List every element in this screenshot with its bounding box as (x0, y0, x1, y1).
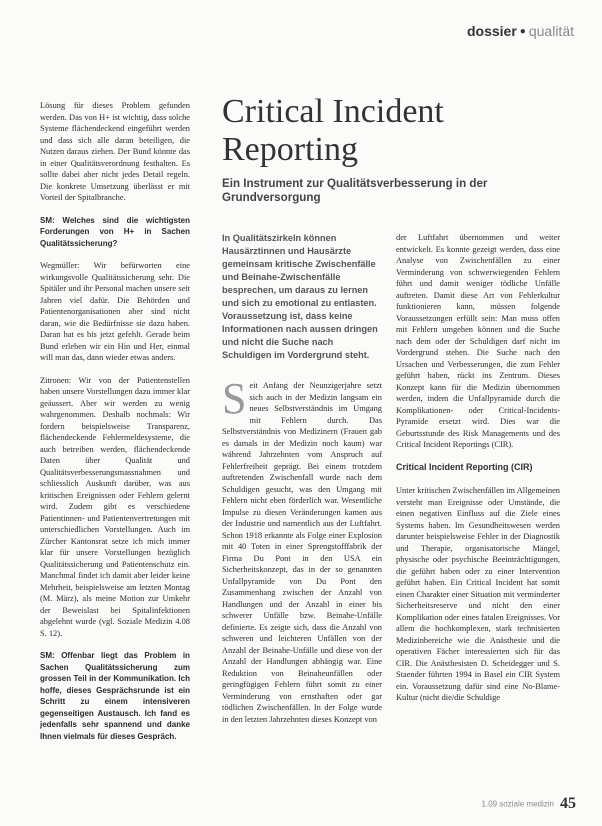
article-column-2 (396, 232, 560, 715)
interview-question: SM: Welches sind die wichtigsten Forderungen von H+ in Sachen Qualitätssicherung? (40, 215, 190, 248)
interview-paragraph: Wegmüller: Wir befürworten eine wirkungsvolle Qualitätssicherung sehr. Die Spitäler und ihr Personal machen unsere seit Jahren viel dafür. Die Behörden und Patientenorganisationen aber sind nicht daran, wie die Bedürfnisse sie dazu haben. Daran hat es bis jetzt gefehlt. Gerade beim Bund erleben wir ein Hin und Her, einmal will man das, dann wieder etwas anders. (40, 261, 190, 362)
article-subtitle: Ein Instrument zur Qualitätsverbesserung in der Grundversorgung (222, 177, 488, 204)
article-title: Critical Incident Reporting (222, 93, 444, 168)
publication-label: 1.09 soziale medizin (481, 799, 554, 809)
page-footer (482, 795, 576, 813)
section-header (467, 23, 574, 39)
body-paragraph (222, 374, 382, 725)
body-paragraph: Unter kritischen Zwischenfällen im Allgemeinen versteht man Ereignisse oder Umstände, die einen negativen Einfluss auf die Ziele eines Systems haben. Im Gesundheitswesen werden darunter beispielsweise Fehler in der Diagnostik und Therapie, organisatorische Mängel, physische oder psychische Beeinträchtigungen, die geführt haben oder zu einer Intervention geführt haben. Ein Critical Incident hat somit einen Charakter einer Situation mit verminderter Sicherheitsreserve und nicht den einer Komplikation oder eines fatalen Ereignisses. Vor allem die hochkomplexen, stark technisierten Medizinbereiche wie die Anästhesie und die operativen Fächer interessierten sich für das CIR. Die Anästhesisten D. Scheidegger und S. Staender führten 1994 in Basel ein CIR System ein. Voraussetzung dafür sind eine No-Blame-Kultur (nicht die/die Schuldige (396, 486, 560, 702)
section-subheading: Critical Incident Reporting (CIR) (396, 461, 533, 472)
page-number: 45 (560, 794, 576, 812)
interview-column (40, 100, 190, 753)
drop-cap: S (222, 374, 247, 423)
article-column-1 (222, 374, 382, 736)
topic-label: qualität (528, 23, 574, 39)
interview-question: SM: Offenbar liegt das Problem in Sachen Qualitätssicherung zum grossen Teil in der Kommunikation. Ich hoffe, dieses Gesprächsrunde ist ein Schritt zu einem intensiveren gegenseitigen Austausch. Ich fand es jedenfalls sehr spannend und danke Ihnen vielmals für dieses Gespräch. (40, 651, 190, 741)
body-text: eit Anfang der Neunzigerjahre setzt sich auch in der Medizin langsam ein neues Selbstverständnis im Umgang mit Fehlern durch. Das Selbstverständnis von Medizinern (Frauen gab es damals in der Medizin noch kaum) war während Jahrzehnten vom Anspruch auf Fehlerfreiheit geprägt. Bei einem trotzdem auftretenden Zwischenfall wurde nach dem Schuldigen gesucht, was den Umgang mit Fehlern nicht eben förderlich war. Wesentliche Impulse zu diesen Veränderungen kamen aus der Industrie und namentlich aus der Luftfahrt. Schon 1918 erkannte als Folge einer Explosion mit 40 Toten in einer Sprengstofffabrik der Firma Du Pont in den USA ein Sicherheitskonzept, das in der so genannten Unfallpyramide von Du Pont den Zusammenhang zwischen der Anzahl von Handlungen und der Anzahl in einer bis schwerer Unfälle bzw. Beinahe-Unfälle definierte. Es zeigte sich, dass die Anzahl von schweren und leichteren Unfällen von der Anzahl der Beinahe-Unfälle und diese von der Anzahl der Handlungen abhängig war. Eine Reduktion von Beinaheunfällen oder geringfügigen Fehlern führt somit zu einer Verminderung von ernsthaften oder gar tödlichen Zwischenfällen. In der Folge wurde in den letzten Jahrzehnten dieses Konzept von (222, 381, 382, 724)
interview-paragraph: Zitronen: Wir von der Patientenstellen haben unsere Vorstellungen dazu immer klar geäussert. Aber wir werden zu wenig wahrgenommen. Deshalb nochmals: Wir fordern beispielsweise Transparenz, flächendeckende Fehlermeldesysteme, die auch betreiben werden, flächendeckende Daten über Qualität und Qualitätsverbesserungsmassnahmen und schliesslich Auskunft darüber, was aus kritischen Ereignissen oder Fehlern gelernt wird. Zudem gibt es verschiedene Patientinnen- und Patientenvertretungen mit unterschiedlichen Vorstellungen. Auch im Zürcher Kantonsrat setze ich mich immer klar für unsere Vorstellungen bezüglich Qualitätssicherung und Patientenschutz ein. Manchmal findet ich damit aber leider keine Mehrheit, beispielsweise am letzten Montag (M. März), als meine Motion zur Umkehr der Beweislast bei Spitalinfektionen abgelehnt wurde (vgl. Soziale Medizin 4.08 S. 12). (40, 375, 190, 638)
body-paragraph: der Luftfahrt übernommen und weiter entwickelt. Es konnte gezeigt werden, dass eine Analyse von Zwischenfällen zu einer Verminderung von schwerwiegenden Fehlern führt und damit weniger tödliche Unfälle auftreten. Damit diese Art von Fehlerkultur funktionieren kann, müssen folgende Voraussetzungen erfüllt sein: Man muss offen mit Fehlern umgehen können und die Suche nach dem oder der Schuldigen darf nicht im Vordergrund stehen. Die Suche nach den Ursachen und Verbesserungen, die zum Fehler geführt haben, rückt ins Zentrum. Dieses Konzept kann für die Medizin übernommen werden, indem die Unfallpyramide durch die Komplikationen- oder Critical-Incidents-Pyramide ersetzt wird. Dies war die Geburtsstunde des Risk Managements und des Critical Incident Reportings (CIR). (396, 233, 560, 449)
article-lead: In Qualitätszirkeln können Hausärztinnen und Hausärzte gemeinsam kritische Zwischenfälle und Beinahe-Zwischenfälle besprechen, um daraus zu lernen und sich zu emotional zu entlasten. Voraussetzung ist, dass keine Informationen nach aussen dringen und nicht die Suche nach Schuldigen im Vordergrund steht. (222, 233, 378, 360)
section-label: dossier (466, 23, 517, 39)
bullet-separator: ● (519, 26, 526, 37)
interview-paragraph: Lösung für dieses Problem gefunden werden. Das von H+ ist wichtig, dass solche Systeme flächendeckend eingeführt werden und dass sich alle daran beteiligen, die Nutzen daraus ziehen. Der Bund könnte das in einer Qualitätsverordnung festhalten. Es sollte dabei aber nicht jedes Detail regeln. Die konkrete Umsetzung überlässt er mit Vorteil der Spitalbranche. (40, 101, 190, 202)
